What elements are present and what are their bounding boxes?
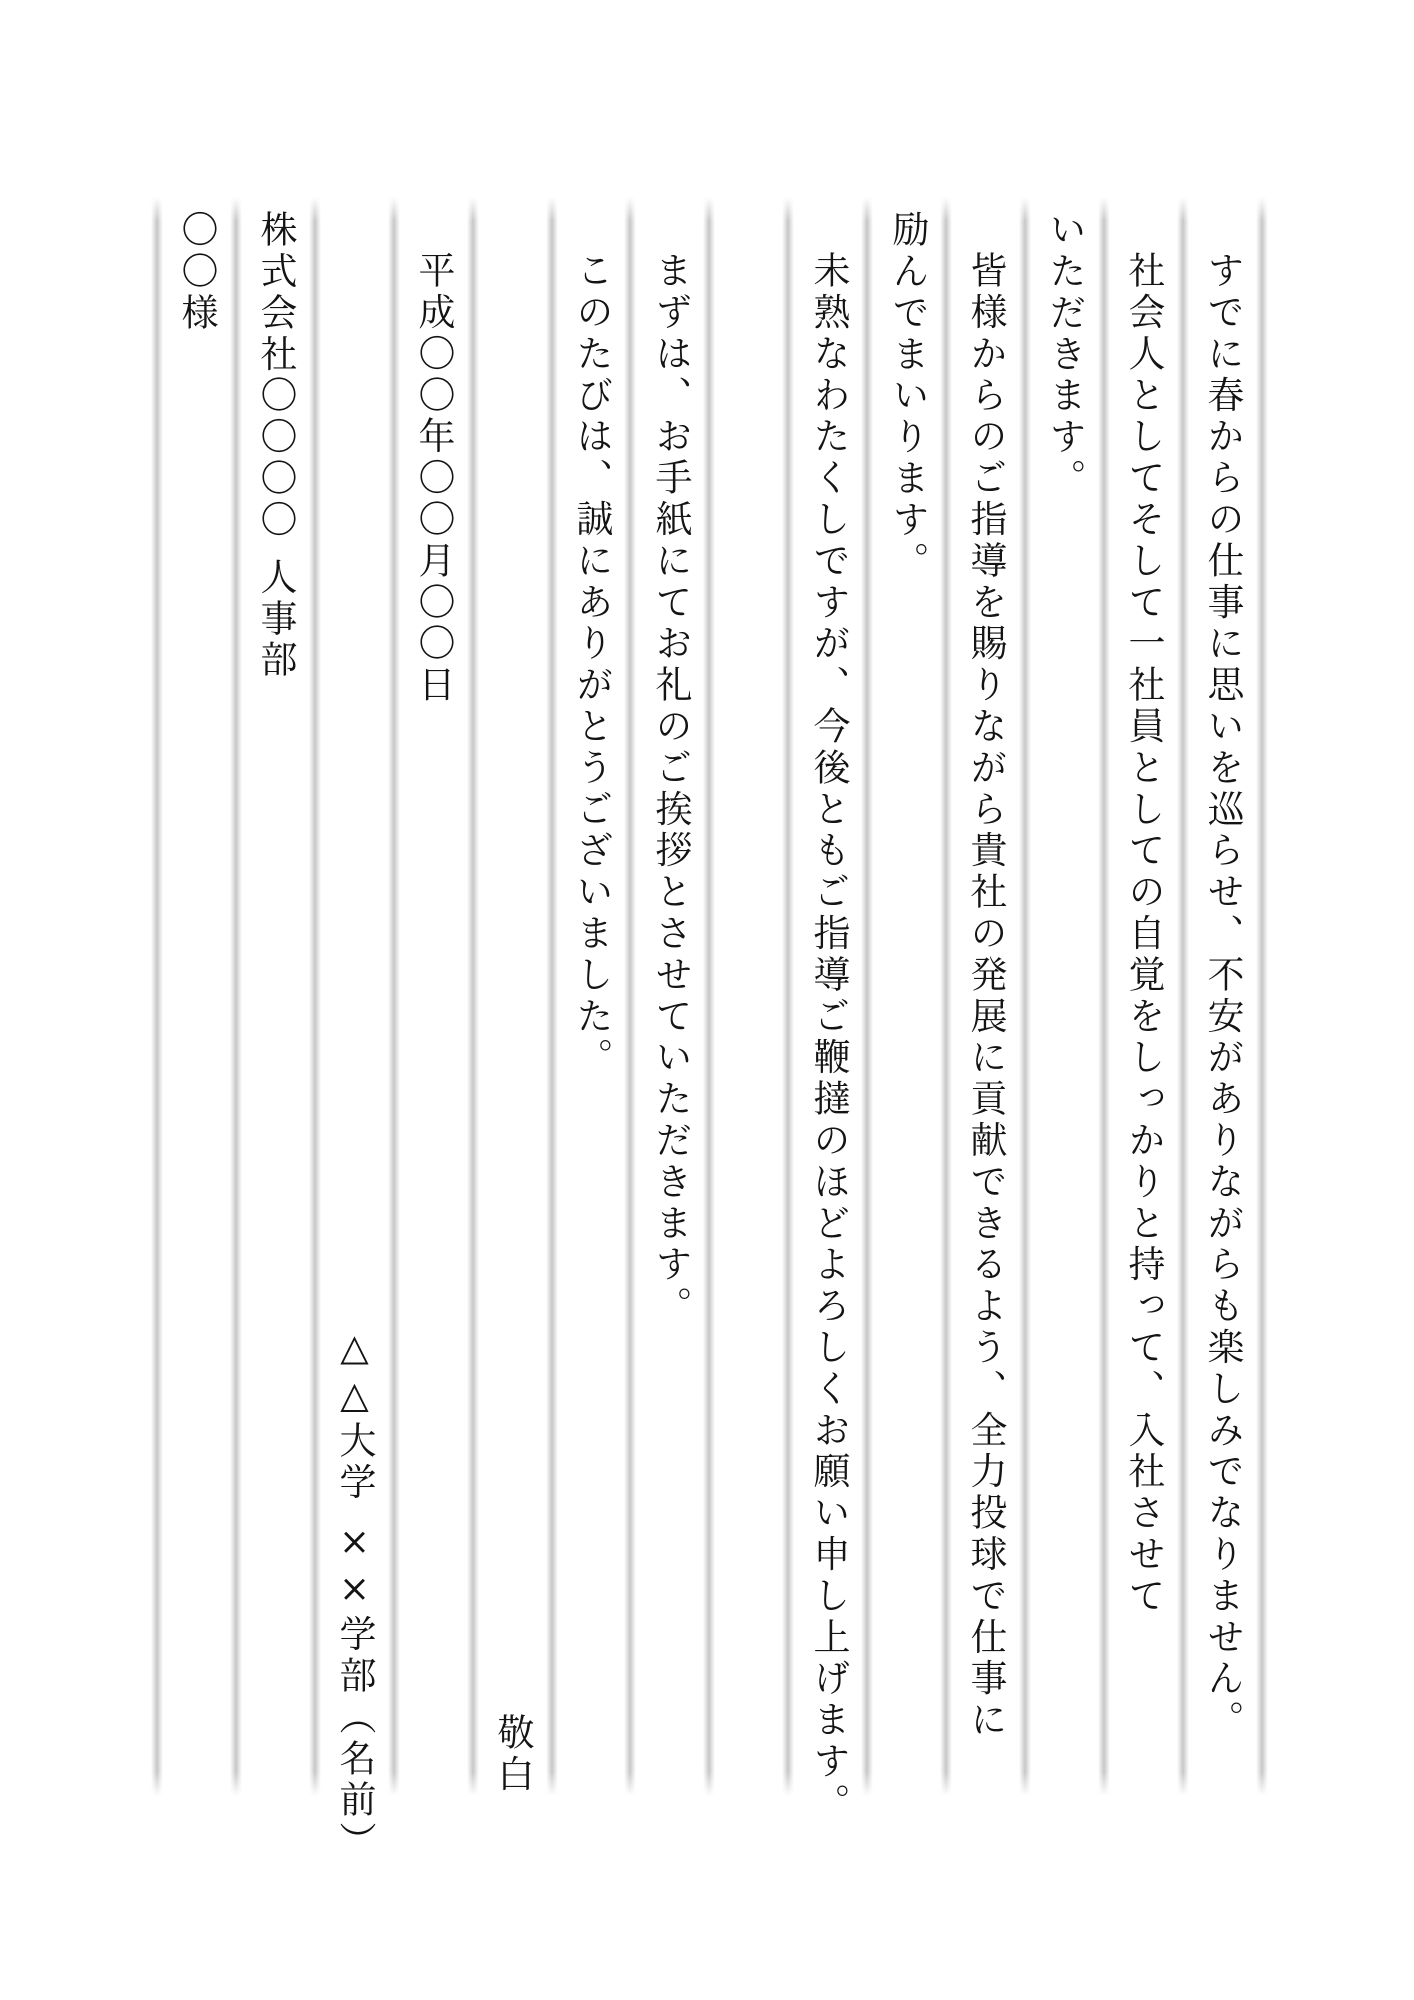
ruled-line [1256, 197, 1268, 1796]
ruled-line [151, 197, 163, 1796]
ruled-line [624, 197, 636, 1796]
ruled-line [230, 197, 242, 1796]
body-line: 社会人としてそして一社員としての自覚をしっかりと持って、入社させて [1122, 251, 1165, 1618]
ruled-line [1177, 197, 1189, 1796]
body-line: すでに春からの仕事に思いを巡らせ、不安がありながらも楽しみでなりません。 [1201, 251, 1244, 1742]
ruled-line [388, 197, 400, 1796]
ruled-line [940, 197, 952, 1796]
body-line: 皆様からのご指導を賜りながら貴社の発展に貢献できるよう、全力投球で仕事に [964, 251, 1007, 1742]
letter-date: 平成〇〇年〇〇月〇〇日 [412, 251, 455, 707]
body-line: いただきます。 [1043, 210, 1086, 500]
closing-word: 敬白 [491, 1713, 534, 1796]
ruled-line [703, 197, 715, 1796]
ruled-line [1098, 197, 1110, 1796]
recipient-name: 〇〇様 [175, 210, 218, 335]
sender-name: △△大学 ××学部（名前） [333, 1326, 376, 1863]
ruled-line [782, 197, 794, 1796]
ruled-line [467, 197, 479, 1796]
body-line: 励んでまいります。 [886, 210, 929, 583]
body-line: 未熟なわたくしですが、今後ともご指導ご鞭撻のほどよろしくお願い申し上げます。 [807, 251, 850, 1825]
closing-line: このたびは、誠にありがとうございました。 [570, 251, 613, 1079]
ruled-line [309, 197, 321, 1796]
ruled-line [861, 197, 873, 1796]
ruled-line [546, 197, 558, 1796]
recipient-company: 株式会社〇〇〇〇 人事部 [254, 210, 297, 682]
ruled-line [1019, 197, 1031, 1796]
closing-line: まずは、お手紙にてお礼のご挨拶とさせていただきます。 [649, 251, 692, 1328]
